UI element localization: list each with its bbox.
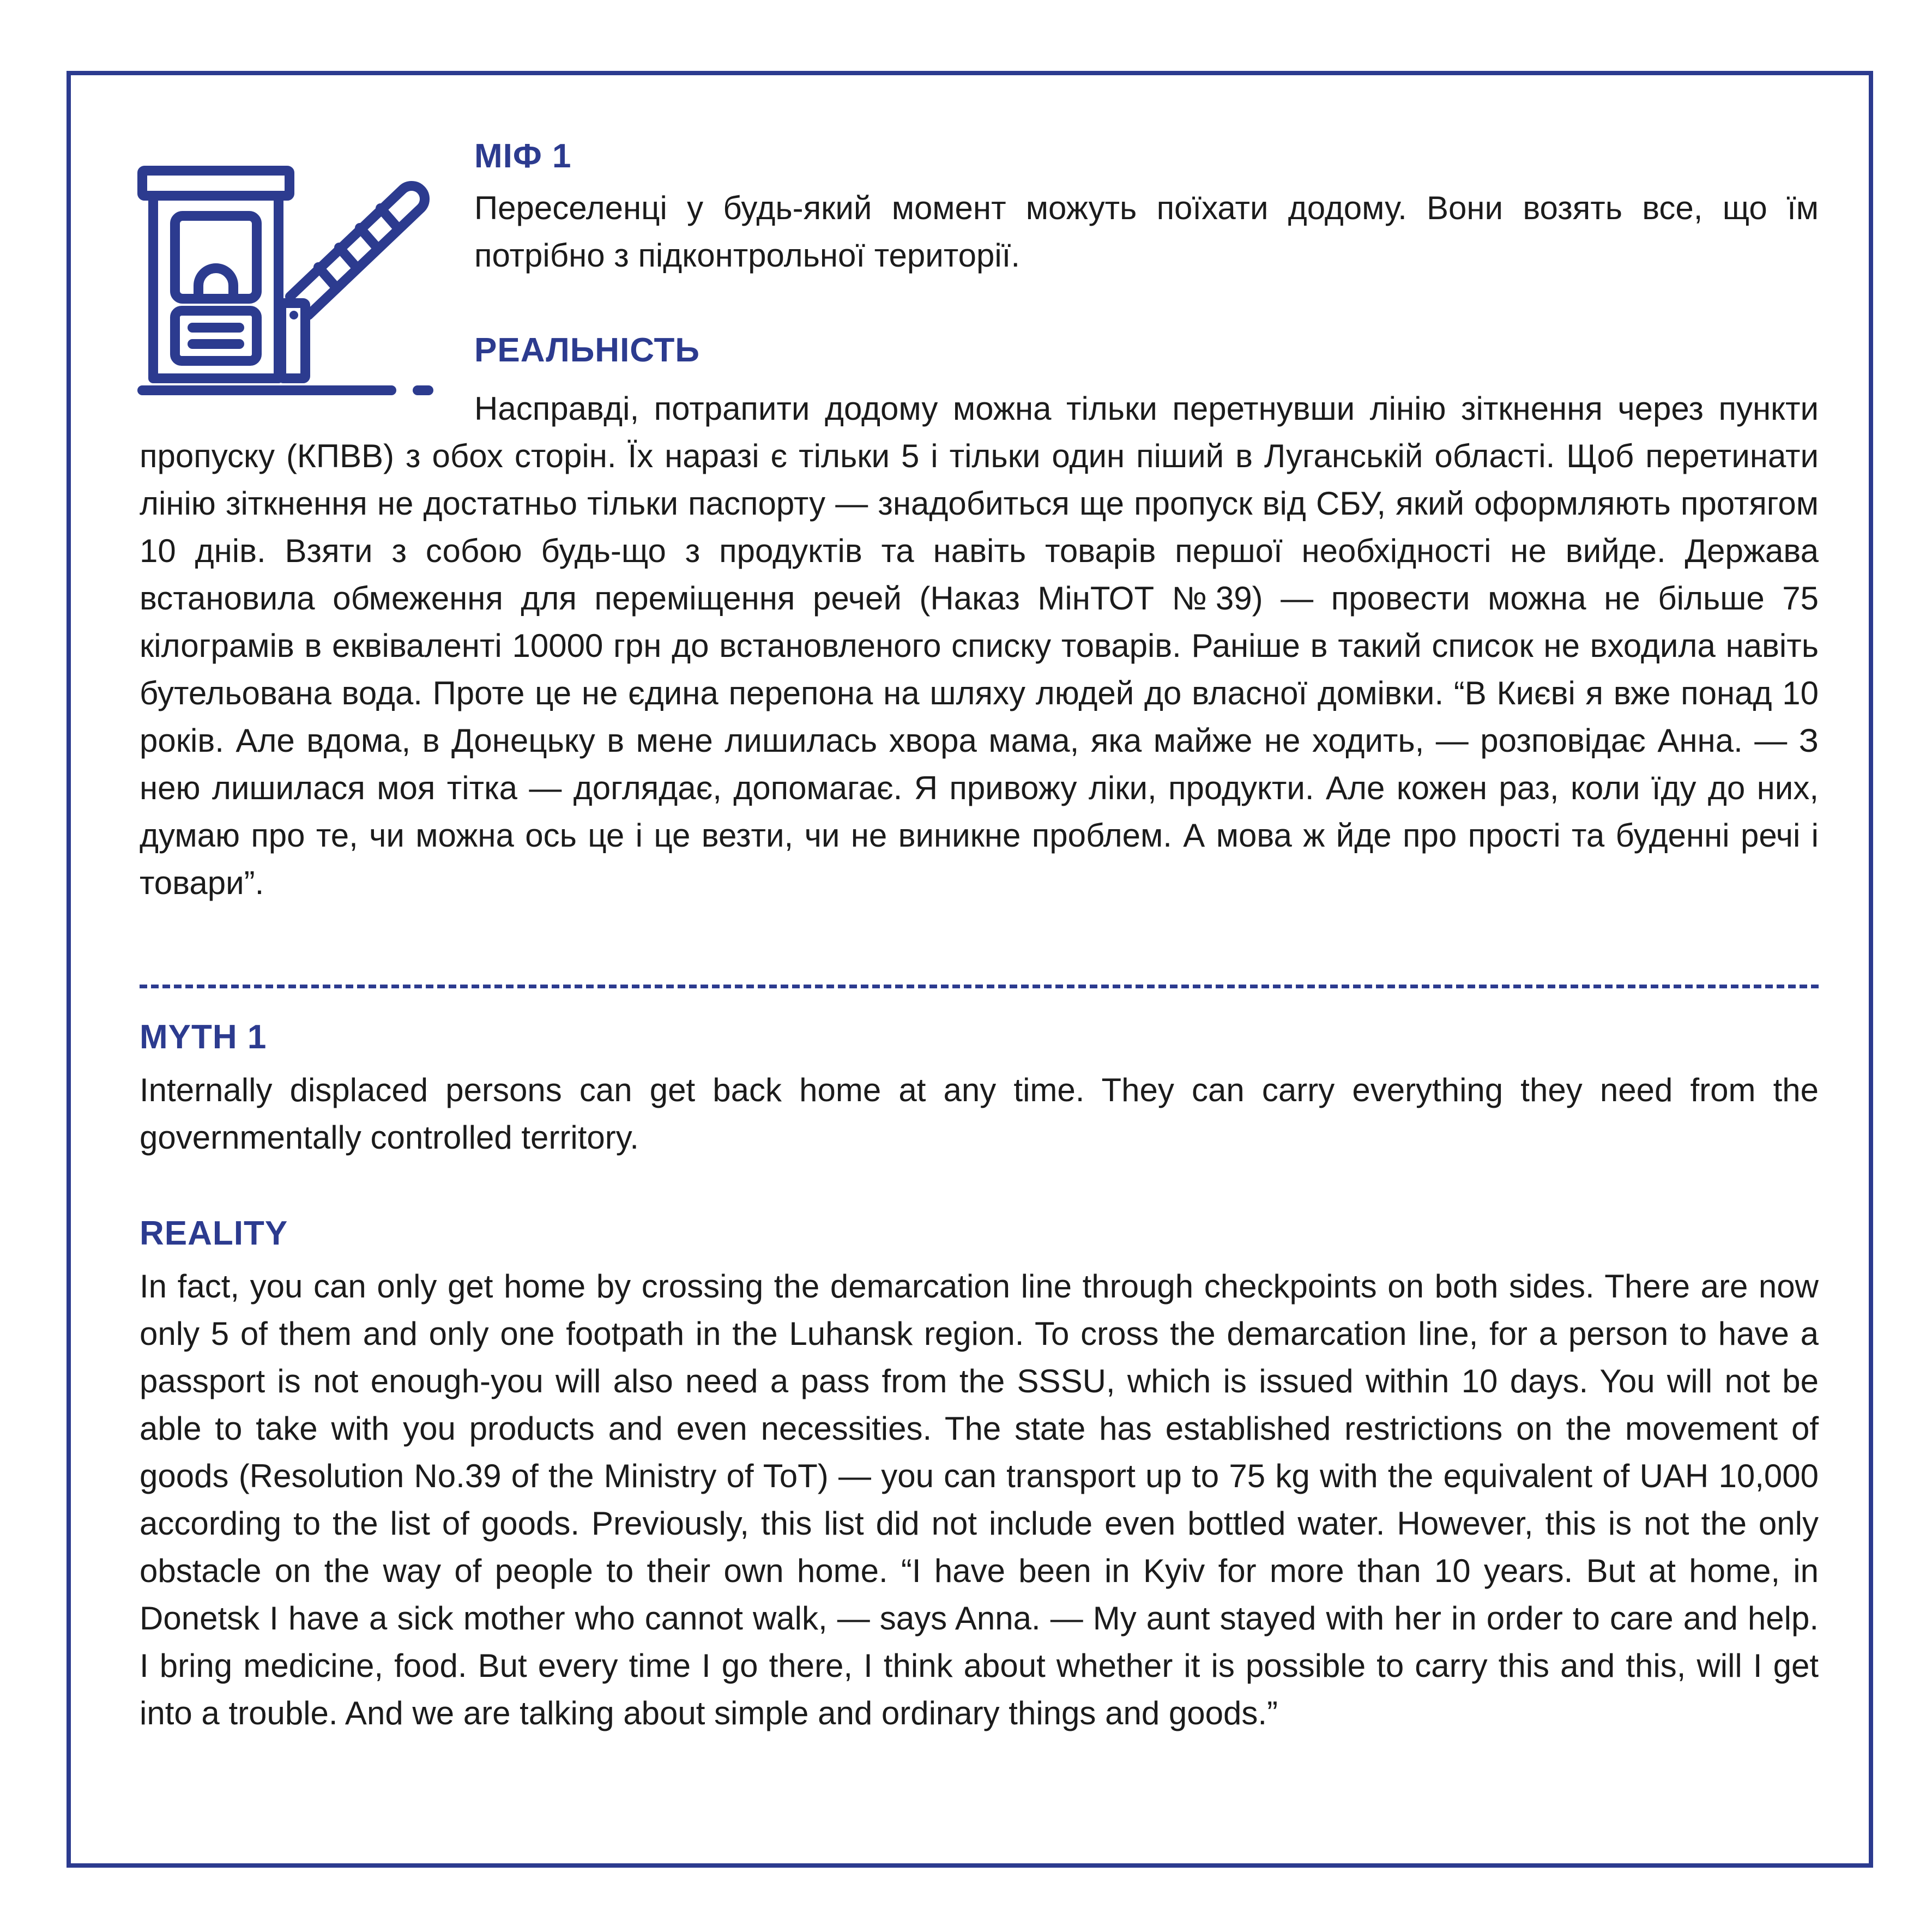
checkpoint-barrier-icon	[134, 157, 439, 397]
reality-text-uk: Насправді, потрапити додому можна тільки перетнувши лінію зіткнення через пункти пропуску (КПВВ) з обох сторін. Їх наразі є тільки 5 і тільки один піший в Луганській області. Щоб перетинати лінію зіткнення не достатньо тільки паспорту — знадобиться ще пропуск від СБУ, який оформляють протягом 10 днів. Взяти з собою будь-що з продуктів та навіть товарів першої необхідності не вийде. Держава встановила обмеження для переміщення речей (Наказ МінТОТ №39) — провести можна не більше 75 кілограмів в еквіваленті 10000 грн до встановленого списку товарів. Раніше в такий список не входила навіть бутельована вода. Проте це не єдина перепона на шляху людей до власної домівки. “В Києві я вже понад 10 років. Але вдома, в Донецьку в мене лишилась хвора мама, яка майже не ходить, — розповідає Анна. — З нею лишилася моя тітка — доглядає, допомагає. Я привожу ліки, продукти. Але кожен раз, коли їду до них, думаю про те, чи можна ось це і це везти, чи не виникне проблем. А мова ж йде про прості та буденні речі і товари”.	[140, 390, 1819, 901]
reality-text-en: In fact, you can only get home by crossing the demarcation line through checkpoints on both sides. There are now only 5 of them and only one footpath in the Luhansk region. To cross the demarcation line, for a person to have a passport is not enough-you will also need a pass from the SSSU, which is issued within 10 days. You will not be able to take with you products and even necessities. The state has established restrictions on the movement of goods (Resolution No.39 of the Ministry of ToT) — you can transport up to 75 kg with the equivalent of UAH 10,000 according to the list of goods. Previously, this list did not include even bottled water. However, this is not the only obstacle on the way of people to their own home. “I have been in Kyiv for more than 10 years. But at home, in Donetsk I have a sick mother who cannot walk, — says Anna. — My aunt stayed with her in order to care and help. I bring medicine, food. But every time I go there, I think about whether it is possible to carry this and this, will I get into a trouble. And we are talking about simple and ordinary things and goods.”	[140, 1268, 1819, 1731]
section-divider	[140, 985, 1819, 988]
myth-text-uk: Переселенці у будь-який момент можуть поїхати додому. Вони возять все, що їм потрібно з підконтрольної території.	[474, 190, 1819, 274]
reality-heading-en: REALITY	[140, 1215, 288, 1252]
reality-heading-uk: РЕАЛЬНІСТЬ	[474, 331, 700, 369]
myth-heading-en: MYTH 1	[140, 1018, 267, 1056]
myth-heading-uk: МІФ 1	[474, 137, 572, 175]
myth-text-en: Internally displaced persons can get back home at any time. They can carry everything they need from the governmentally controlled territory.	[140, 1072, 1819, 1156]
